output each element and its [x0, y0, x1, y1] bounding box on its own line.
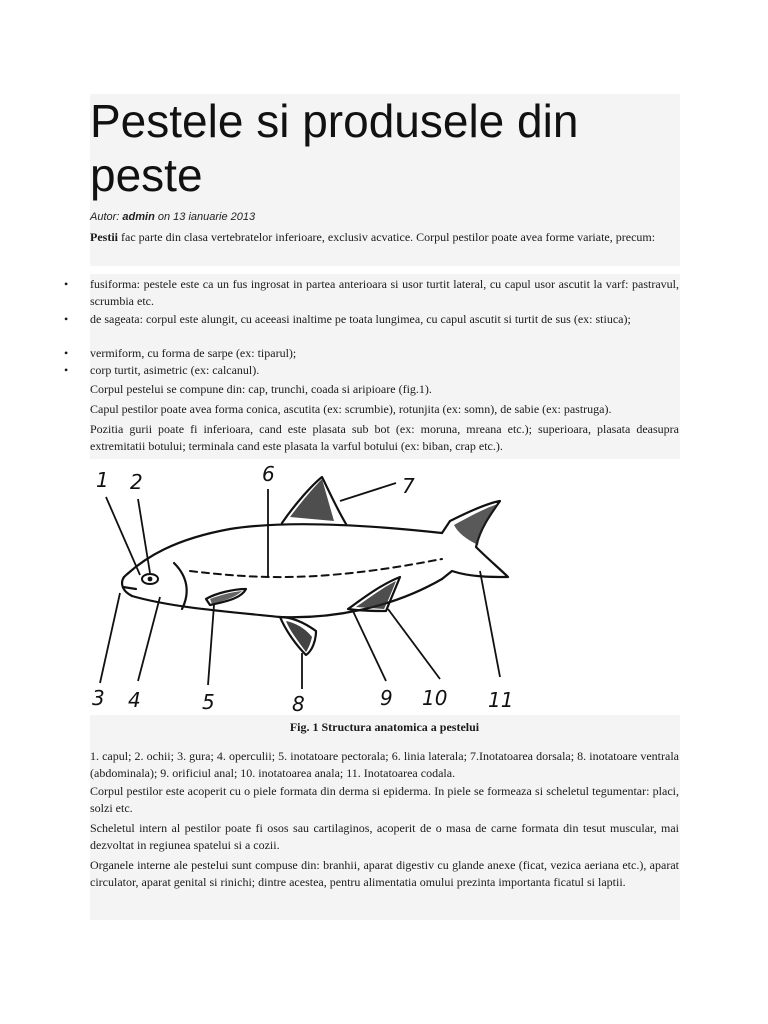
leader-line-4	[138, 597, 160, 681]
leader-line-5	[208, 605, 214, 685]
leader-line-3	[100, 593, 120, 683]
leader-line-10	[388, 609, 440, 679]
figure-label-4: 4	[128, 688, 141, 712]
leader-line-7	[340, 483, 396, 501]
list-item-text: fusiforma: pestele este ca un fus ingrosat in partea anterioara si usor turtit lateral, cu capul usor ascutit la varf: pastravul, scrumbia etc.	[90, 277, 679, 308]
intro-paragraph	[90, 229, 679, 246]
list-item-text: de sageata: corpul este alungit, cu aceeasi inaltime pe toata lungimea, cu capul ascutit si turtit de sus (ex: stiuca);	[90, 312, 631, 326]
leader-line-11	[480, 571, 500, 677]
figure-label-5: 5	[202, 690, 215, 714]
figure-label-7: 7	[402, 474, 415, 498]
intro-bold: Pestii	[90, 230, 118, 244]
lateral-line	[190, 559, 442, 577]
byline-prefix: Autor:	[90, 211, 120, 223]
list-item-text: corp turtit, asimetric (ex: calcanul).	[90, 363, 260, 377]
figure-label-2: 2	[130, 470, 143, 494]
paragraph-skeleton: Scheletul intern al pestilor poate fi osos sau cartilaginos, acoperit de o masa de carne formata din tesut muscular, mai dezvoltat in regiunea spatelui si a cozii.	[90, 821, 679, 852]
bullet-icon: •	[64, 363, 69, 377]
fish-drawing	[90, 459, 517, 715]
figure-label-3: 3	[92, 686, 105, 710]
fish-eye	[142, 574, 158, 584]
byline	[90, 211, 255, 223]
leader-line-9	[352, 609, 386, 681]
operculum-line	[174, 563, 187, 609]
figure-label-9: 9	[380, 686, 393, 710]
paragraph-mouth-position: Pozitia gurii poate fi inferioara, cand este plasata sub bot (ex: moruna, mreana etc.); superioara, plasata deasupra extremitatii botului; terminala cand este plasata la varful botului (ex: biban, crap etc.).	[90, 422, 679, 453]
anal-fin-shade	[356, 581, 396, 609]
paragraph-body-parts: Corpul pestelui se compune din: cap, trunchi, coada si aripioare (fig.1).	[90, 382, 432, 396]
paragraph-legend: 1. capul; 2. ochii; 3. gura; 4. operculii; 5. inotatoare pectorala; 6. linia laterala; 7.Inotatoarea dorsala; 8. inotatoare ventrala (abdominala); 9. orificiul anal; 10. inotatoarea anala; 11. Inotatoarea codala.	[90, 749, 679, 780]
publish-date: on 13 ianuarie 2013	[157, 211, 256, 223]
intro-text: fac parte din clasa vertebratelor inferioare, exclusiv acvatice. Corpul pestilor poate avea forme variate, precum:	[118, 230, 656, 244]
fish-body-bottom	[132, 579, 442, 617]
paragraph-skin: Corpul pestilor este acoperit cu o piele formata din derma si epiderma. In piele se formeaza si scheletul tegumentar: placi, solzi etc.	[90, 784, 679, 815]
bullet-icon: •	[64, 277, 69, 291]
paragraph-organs: Organele interne ale pestelui sunt compuse din: branhii, aparat digestiv cu glande anexe (ficat, vezica aeriana etc.), aparat circulator, aparat genital si rinichi; dintre acestea, pentru alimentatia omului prezinta importanta ficatul si laptii.	[90, 858, 679, 889]
figure-label-6: 6	[262, 462, 275, 486]
paragraph-head-shape: Capul pestilor poate avea forma conica, ascutita (ex: scrumbie), rotunjita (ex: somn), de sabie (ex: pastruga).	[90, 402, 612, 416]
author-link[interactable]: admin	[122, 211, 155, 223]
tail-shade	[454, 504, 498, 545]
figure-caption: Fig. 1 Structura anatomica a pestelui	[289, 720, 480, 734]
bullet-icon: •	[64, 312, 69, 326]
figure-label-11: 11	[488, 688, 514, 712]
fish-anatomy-figure	[90, 459, 517, 715]
figure-label-1: 1	[96, 468, 109, 492]
page-title: Pestele si produsele din peste	[90, 95, 579, 201]
figure-label-10: 10	[422, 686, 448, 710]
leader-line-1	[106, 497, 140, 575]
bullet-icon: •	[64, 346, 69, 360]
mouth-line	[123, 587, 136, 589]
figure-label-8: 8	[292, 692, 305, 715]
list-item-text: vermiform, cu forma de sarpe (ex: tiparul);	[90, 346, 297, 360]
fish-body-top	[124, 524, 442, 577]
